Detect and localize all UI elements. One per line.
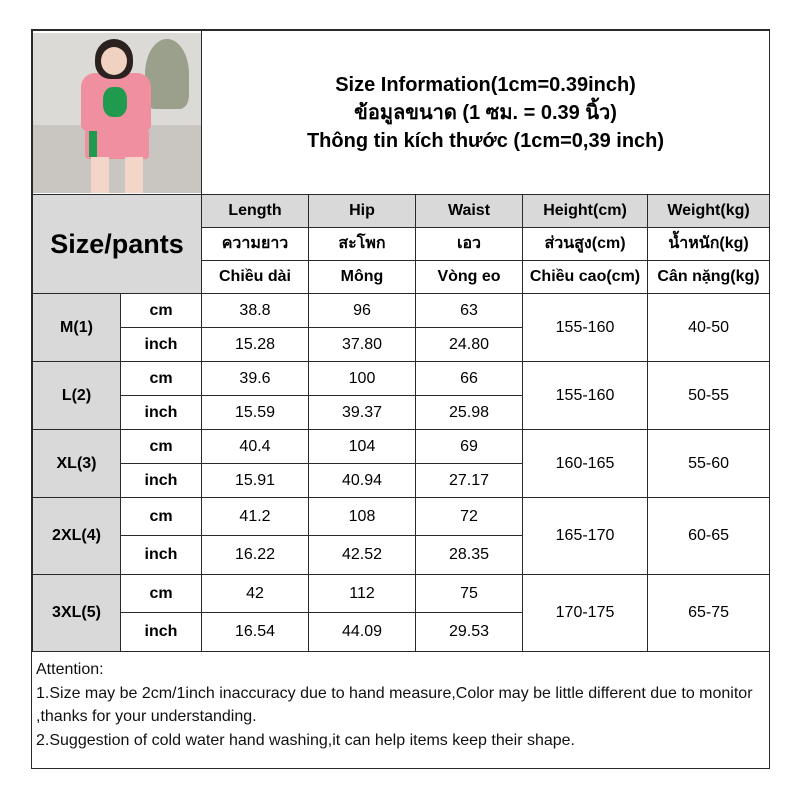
col-header-vi: Vòng eo xyxy=(416,261,523,294)
measurement-value: 16.22 xyxy=(202,536,309,575)
unit-label: inch xyxy=(121,396,202,430)
product-photo-cell xyxy=(33,31,202,195)
measurement-value: 24.80 xyxy=(416,328,523,362)
measurement-value: 63 xyxy=(416,294,523,328)
unit-label: cm xyxy=(121,498,202,536)
unit-label: cm xyxy=(121,575,202,613)
weight-range: 50-55 xyxy=(648,362,770,430)
measurement-value: 27.17 xyxy=(416,464,523,498)
height-range: 155-160 xyxy=(523,294,648,362)
unit-label: inch xyxy=(121,464,202,498)
measurement-value: 100 xyxy=(309,362,416,396)
product-photo xyxy=(33,33,201,193)
size-row-cm xyxy=(33,575,770,613)
size-pants-label: Size/pants xyxy=(33,195,202,294)
size-row-cm xyxy=(33,294,770,328)
measurement-value: 108 xyxy=(309,498,416,536)
size-label: XL(3) xyxy=(33,430,121,498)
col-header-en: Waist xyxy=(416,195,523,228)
height-range: 160-165 xyxy=(523,430,648,498)
height-range: 155-160 xyxy=(523,362,648,430)
col-header-en: Height(cm) xyxy=(523,195,648,228)
col-header-vi: Mông xyxy=(309,261,416,294)
col-header-th: น้ำหนัก(kg) xyxy=(648,228,770,261)
size-row-cm xyxy=(33,498,770,536)
measurement-value: 15.59 xyxy=(202,396,309,430)
unit-label: cm xyxy=(121,362,202,396)
weight-range: 40-50 xyxy=(648,294,770,362)
col-header-th: ความยาว xyxy=(202,228,309,261)
measurement-value: 42 xyxy=(202,575,309,613)
col-header-th: ส่วนสูง(cm) xyxy=(523,228,648,261)
measurement-value: 39.37 xyxy=(309,396,416,430)
size-info-title xyxy=(202,31,770,195)
measurement-value: 75 xyxy=(416,575,523,613)
unit-label: inch xyxy=(121,536,202,575)
note-line: 1.Size may be 2cm/1inch inaccuracy due to hand measure,Color may be little different due to monitor ,thanks for your understanding. xyxy=(36,684,753,725)
measurement-value: 15.28 xyxy=(202,328,309,362)
measurement-value: 72 xyxy=(416,498,523,536)
note-line: 2.Suggestion of cold water hand washing,it can help items keep their shape. xyxy=(36,731,575,749)
col-header-th: เอว xyxy=(416,228,523,261)
size-chart-sheet xyxy=(31,29,770,769)
size-label: 2XL(4) xyxy=(33,498,121,575)
height-range: 165-170 xyxy=(523,498,648,575)
size-row-cm xyxy=(33,430,770,464)
title-line-th: ข้อมูลขนาด (1 ซม. = 0.39 นิ้ว) xyxy=(354,101,617,124)
measurement-value: 40.4 xyxy=(202,430,309,464)
measurement-value: 29.53 xyxy=(416,613,523,652)
measurement-value: 39.6 xyxy=(202,362,309,396)
measurement-value: 44.09 xyxy=(309,613,416,652)
col-header-en: Length xyxy=(202,195,309,228)
weight-range: 55-60 xyxy=(648,430,770,498)
measurement-value: 41.2 xyxy=(202,498,309,536)
col-header-vi: Chiều dài xyxy=(202,261,309,294)
col-header-th: สะโพก xyxy=(309,228,416,261)
measurement-value: 66 xyxy=(416,362,523,396)
unit-label: inch xyxy=(121,613,202,652)
col-header-vi: Cân nặng(kg) xyxy=(648,261,770,294)
unit-label: cm xyxy=(121,294,202,328)
measurement-value: 37.80 xyxy=(309,328,416,362)
height-range: 170-175 xyxy=(523,575,648,652)
size-label: L(2) xyxy=(33,362,121,430)
measurement-value: 15.91 xyxy=(202,464,309,498)
size-label: 3XL(5) xyxy=(33,575,121,652)
unit-label: cm xyxy=(121,430,202,464)
measurement-value: 38.8 xyxy=(202,294,309,328)
measurement-value: 42.52 xyxy=(309,536,416,575)
col-header-en: Weight(kg) xyxy=(648,195,770,228)
size-label: M(1) xyxy=(33,294,121,362)
measurement-value: 96 xyxy=(309,294,416,328)
measurement-value: 16.54 xyxy=(202,613,309,652)
notes-heading: Attention: xyxy=(36,661,104,678)
measurement-value: 104 xyxy=(309,430,416,464)
col-header-vi: Chiều cao(cm) xyxy=(523,261,648,294)
attention-notes xyxy=(32,655,769,752)
measurement-value: 25.98 xyxy=(416,396,523,430)
weight-range: 60-65 xyxy=(648,498,770,575)
title-line-vi: Thông tin kích thước (1cm=0,39 inch) xyxy=(306,129,665,152)
unit-label: inch xyxy=(121,328,202,362)
measurement-value: 69 xyxy=(416,430,523,464)
bear-graphic-icon xyxy=(103,87,127,117)
col-header-en: Hip xyxy=(309,195,416,228)
title-line-en: Size Information(1cm=0.39inch) xyxy=(335,73,636,96)
measurement-value: 40.94 xyxy=(309,464,416,498)
size-row-cm xyxy=(33,362,770,396)
size-table xyxy=(32,30,770,652)
weight-range: 65-75 xyxy=(648,575,770,652)
measurement-value: 112 xyxy=(309,575,416,613)
measurement-value: 28.35 xyxy=(416,536,523,575)
